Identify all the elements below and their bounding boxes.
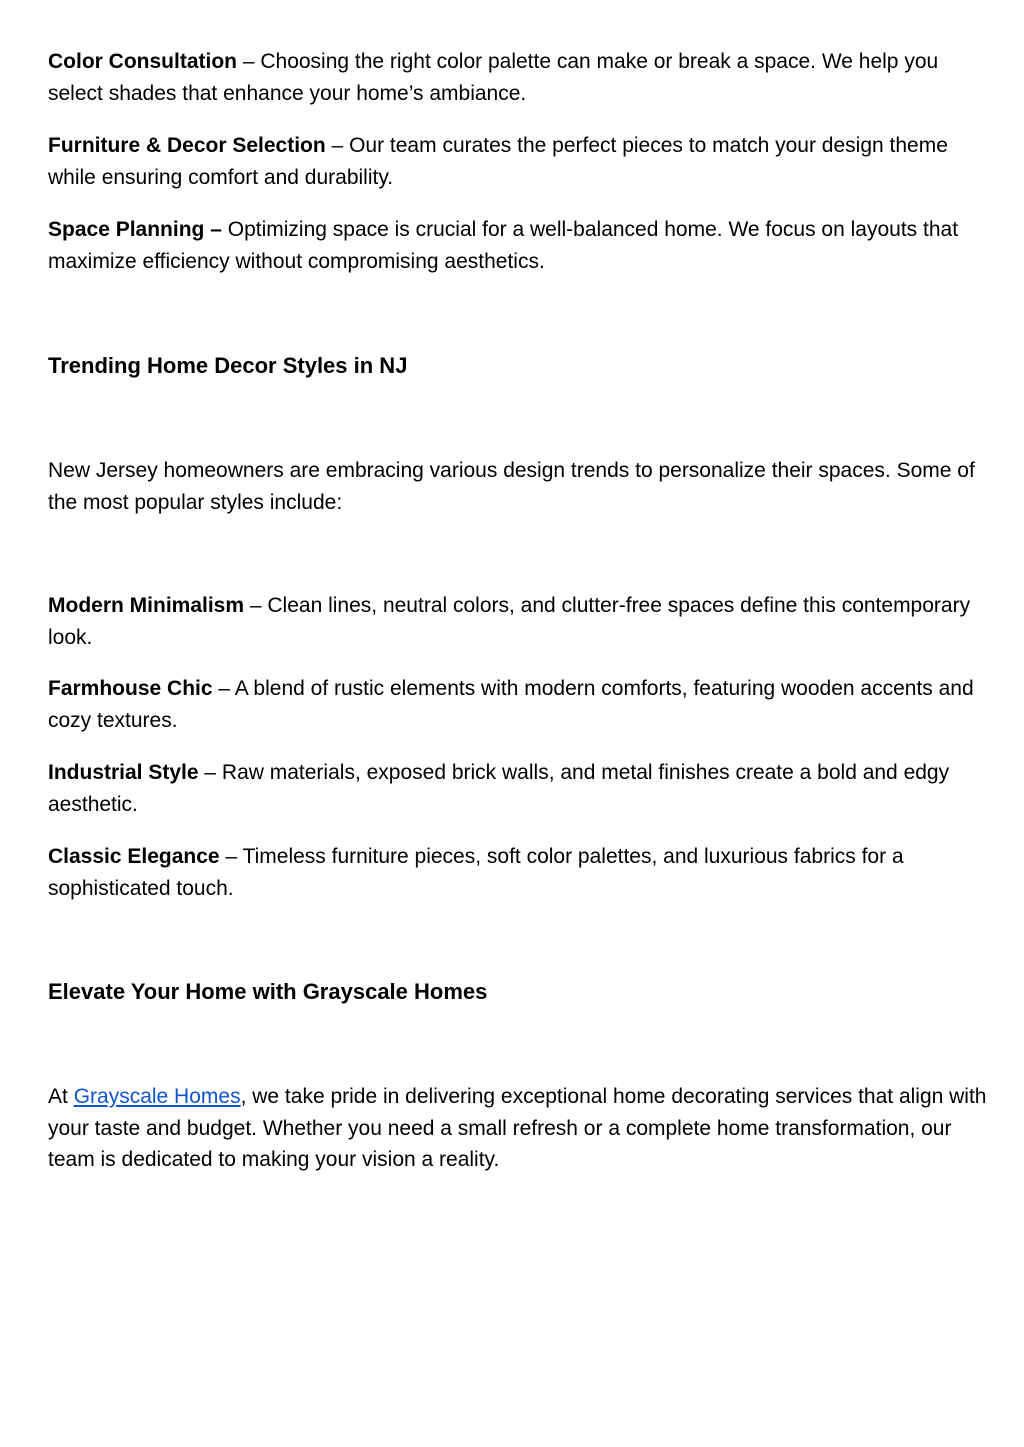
service-description: Optimizing space is crucial for a well-balanced home. We focus on layouts that maximize efficiency without compromising aesthetics. — [48, 218, 959, 273]
separator: – — [198, 761, 222, 784]
style-description: Raw materials, exposed brick walls, and metal finishes create a bold and edgy aesthetic. — [48, 761, 950, 816]
trending-intro: New Jersey homeowners are embracing various design trends to personalize their spaces. Some of the most popular styles include: — [48, 459, 975, 514]
service-space-planning — [48, 214, 988, 277]
elevate-suffix: , we take pride in delivering exceptional home decorating services that align with your taste and budget. Whether you need a small refresh or a complete home transformation, our team is dedicated to making your vision a reality. — [48, 1085, 987, 1171]
style-term: Modern Minimalism — [48, 594, 245, 617]
service-term: Space Planning – — [48, 218, 222, 241]
separator: – — [244, 594, 268, 617]
separator: – — [219, 845, 243, 868]
style-description: A blend of rustic elements with modern comforts, featuring wooden accents and cozy textures. — [48, 677, 974, 732]
trending-heading: Trending Home Decor Styles in NJ — [48, 353, 408, 378]
elevate-paragraph — [48, 1081, 988, 1176]
style-term: Industrial Style — [48, 761, 199, 784]
service-furniture-decor — [48, 130, 988, 193]
style-term: Classic Elegance — [48, 845, 220, 868]
service-term: Color Consultation — [48, 50, 237, 73]
style-farmhouse-chic — [48, 673, 988, 736]
separator: – — [325, 134, 350, 157]
style-term: Farmhouse Chic — [48, 677, 213, 700]
style-description: Timeless furniture pieces, soft color palettes, and luxurious fabrics for a sophisticated touch. — [48, 845, 904, 900]
elevate-heading: Elevate Your Home with Grayscale Homes — [48, 979, 488, 1004]
service-color-consultation — [48, 46, 988, 109]
style-description: Clean lines, neutral colors, and clutter-free spaces define this contemporary look. — [48, 594, 971, 649]
elevate-prefix: At — [48, 1085, 74, 1108]
service-term: Furniture & Decor Selection — [48, 134, 326, 157]
separator: – — [212, 677, 235, 700]
service-description: Our team curates the perfect pieces to match your design theme while ensuring comfort and durability. — [48, 134, 948, 189]
style-classic-elegance — [48, 841, 988, 904]
style-industrial — [48, 757, 988, 820]
separator: – — [236, 50, 261, 73]
service-description: Choosing the right color palette can make or break a space. We help you select shades that enhance your home’s ambiance. — [48, 50, 939, 105]
grayscale-homes-link[interactable]: Grayscale Homes — [73, 1085, 241, 1108]
style-modern-minimalism — [48, 590, 988, 653]
